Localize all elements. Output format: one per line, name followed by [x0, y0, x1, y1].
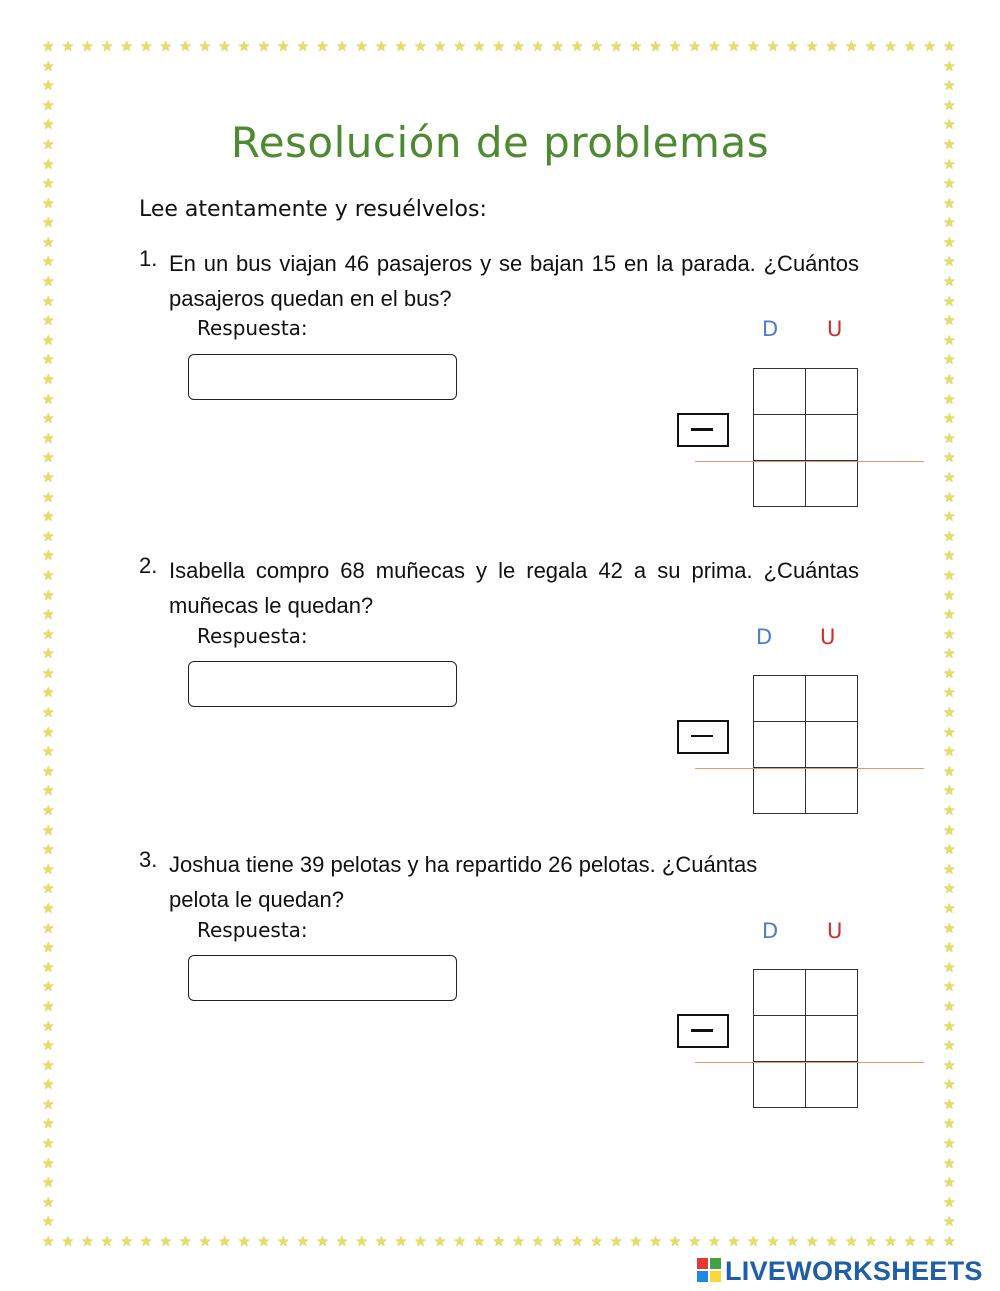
star-icon: ★ [512, 1234, 525, 1250]
star-icon: ★ [42, 136, 55, 153]
star-icon: ★ [943, 626, 956, 643]
minus-icon [691, 428, 713, 431]
minus-sign-box [677, 1014, 729, 1048]
star-icon: ★ [277, 1234, 290, 1250]
star-icon: ★ [805, 39, 819, 55]
star-icon: ★ [42, 293, 55, 310]
star-icon: ★ [42, 587, 55, 604]
star-icon: ★ [42, 763, 55, 780]
star-icon: ★ [42, 489, 55, 506]
grid-cell[interactable] [754, 415, 806, 461]
star-icon: ★ [923, 39, 936, 55]
minus-icon [691, 735, 713, 737]
star-icon: ★ [42, 1077, 55, 1094]
star-icon: ★ [42, 1234, 55, 1250]
problem-number: 1. [139, 246, 158, 271]
star-icon: ★ [42, 920, 55, 937]
star-icon: ★ [943, 254, 956, 271]
star-icon: ★ [943, 587, 956, 604]
star-icon: ★ [727, 39, 741, 55]
star-icon: ★ [943, 430, 956, 447]
answer-input-3[interactable] [188, 955, 457, 1001]
star-icon: ★ [42, 724, 55, 741]
star-icon: ★ [943, 705, 956, 722]
answer-input-1[interactable] [188, 354, 457, 400]
logo-icon [697, 1258, 723, 1284]
star-icon: ★ [688, 39, 701, 55]
star-icon: ★ [42, 705, 55, 722]
star-icon: ★ [42, 567, 55, 584]
subtraction-grid-2 [753, 675, 858, 814]
star-icon: ★ [42, 215, 55, 232]
star-icon: ★ [923, 1234, 936, 1250]
star-icon: ★ [42, 1096, 55, 1113]
units-label: U [827, 317, 843, 341]
star-icon: ★ [707, 1234, 721, 1250]
star-icon: ★ [943, 979, 956, 996]
star-icon: ★ [903, 39, 917, 55]
star-icon: ★ [42, 783, 55, 800]
star-icon: ★ [943, 567, 956, 584]
star-icon: ★ [218, 1234, 231, 1250]
star-icon: ★ [943, 450, 956, 467]
star-icon: ★ [943, 842, 956, 859]
star-icon: ★ [943, 39, 956, 55]
star-icon: ★ [42, 1194, 55, 1211]
star-icon: ★ [943, 665, 956, 682]
grid-cell[interactable] [806, 676, 858, 722]
star-icon: ★ [100, 1234, 114, 1250]
star-icon: ★ [42, 411, 55, 428]
star-icon: ★ [943, 58, 956, 75]
grid-cell[interactable] [806, 1016, 858, 1062]
star-icon: ★ [42, 1136, 55, 1153]
star-icon: ★ [492, 1234, 506, 1250]
star-icon: ★ [786, 1234, 799, 1250]
star-icon: ★ [668, 39, 682, 55]
problem-text: Joshua tiene 39 pelotas y ha repartido 26 pelotas. ¿Cuántas pelota le quedan? [169, 852, 758, 912]
tens-label: D [762, 317, 779, 341]
minus-sign-box [677, 413, 729, 447]
liveworksheets-logo [697, 1254, 983, 1288]
star-icon: ★ [42, 195, 55, 212]
star-icon: ★ [42, 979, 55, 996]
star-icon: ★ [42, 744, 55, 761]
star-icon: ★ [943, 998, 956, 1015]
star-icon: ★ [943, 646, 956, 663]
star-icon: ★ [668, 1234, 682, 1250]
star-icon: ★ [42, 861, 55, 878]
star-icon: ★ [120, 39, 133, 55]
star-icon: ★ [943, 1175, 956, 1192]
star-icon: ★ [805, 1234, 819, 1250]
star-icon: ★ [394, 39, 408, 55]
star-icon: ★ [845, 39, 858, 55]
star-icon: ★ [374, 1234, 388, 1250]
star-icon: ★ [590, 1234, 603, 1250]
minus-sign-box [677, 720, 729, 754]
star-icon: ★ [42, 998, 55, 1015]
star-icon: ★ [943, 861, 956, 878]
star-icon: ★ [42, 156, 55, 173]
tens-label: D [756, 625, 773, 649]
star-icon: ★ [864, 39, 878, 55]
star-icon: ★ [42, 803, 55, 820]
star-icon: ★ [943, 528, 956, 545]
star-icon: ★ [42, 900, 55, 917]
star-icon: ★ [42, 940, 55, 957]
grid-cell[interactable] [754, 1016, 806, 1062]
star-icon: ★ [42, 274, 55, 291]
subtraction-grid-1 [753, 368, 858, 507]
star-icon: ★ [179, 39, 192, 55]
star-icon: ★ [943, 332, 956, 349]
star-icon: ★ [943, 509, 956, 526]
grid-cell[interactable] [754, 461, 806, 507]
star-icon: ★ [42, 1038, 55, 1055]
star-icon: ★ [42, 685, 55, 702]
star-icon: ★ [42, 58, 55, 75]
star-icon: ★ [786, 39, 799, 55]
star-icon: ★ [943, 274, 956, 291]
star-icon: ★ [355, 39, 368, 55]
star-icon: ★ [42, 626, 55, 643]
star-icon: ★ [943, 489, 956, 506]
star-icon: ★ [943, 783, 956, 800]
star-icon: ★ [159, 39, 173, 55]
star-icon: ★ [472, 1234, 486, 1250]
star-icon: ★ [943, 803, 956, 820]
star-icon: ★ [42, 117, 55, 134]
star-icon: ★ [943, 763, 956, 780]
star-icon: ★ [943, 822, 956, 839]
star-icon: ★ [766, 1234, 780, 1250]
star-icon: ★ [610, 39, 623, 55]
star-icon: ★ [531, 39, 545, 55]
star-icon: ★ [747, 1234, 760, 1250]
star-icon: ★ [335, 39, 349, 55]
star-icon: ★ [42, 528, 55, 545]
answer-label: Respuesta: [197, 316, 308, 340]
star-icon: ★ [42, 842, 55, 859]
result-line [695, 1062, 924, 1063]
star-icon: ★ [943, 1214, 956, 1231]
star-icon: ★ [943, 1096, 956, 1113]
star-icon: ★ [590, 39, 603, 55]
star-icon: ★ [943, 940, 956, 957]
star-icon: ★ [414, 1234, 427, 1250]
star-icon: ★ [649, 39, 662, 55]
grid-cell[interactable] [806, 1062, 858, 1108]
star-icon: ★ [688, 1234, 701, 1250]
problem-text: Isabella compro 68 muñecas y le regala 42 a su prima. ¿Cuántas muñecas le quedan? [169, 558, 859, 618]
grid-cell[interactable] [806, 970, 858, 1016]
star-icon: ★ [629, 1234, 643, 1250]
star-icon: ★ [551, 39, 564, 55]
star-icon: ★ [100, 39, 114, 55]
star-icon: ★ [943, 117, 956, 134]
answer-label: Respuesta: [197, 918, 308, 942]
star-icon: ★ [42, 176, 55, 193]
star-icon: ★ [394, 1234, 408, 1250]
grid-cell[interactable] [806, 369, 858, 415]
star-icon: ★ [81, 39, 94, 55]
grid-cell[interactable] [754, 1062, 806, 1108]
star-icon: ★ [610, 1234, 623, 1250]
grid-cell[interactable] [806, 768, 858, 814]
result-line [695, 461, 924, 462]
star-icon: ★ [943, 352, 956, 369]
star-icon: ★ [42, 646, 55, 663]
star-icon: ★ [61, 39, 75, 55]
minus-icon [691, 1029, 713, 1032]
star-icon: ★ [943, 156, 956, 173]
star-icon: ★ [943, 1136, 956, 1153]
star-icon: ★ [943, 1234, 956, 1250]
star-icon: ★ [42, 254, 55, 271]
star-icon: ★ [257, 39, 271, 55]
star-icon: ★ [433, 1234, 447, 1250]
units-label: U [827, 919, 843, 943]
star-icon: ★ [42, 959, 55, 976]
star-icon: ★ [943, 920, 956, 937]
star-icon: ★ [943, 959, 956, 976]
star-icon: ★ [943, 234, 956, 251]
grid-cell[interactable] [754, 722, 806, 768]
star-icon: ★ [570, 39, 584, 55]
star-icon: ★ [42, 372, 55, 389]
star-icon: ★ [139, 39, 153, 55]
star-icon: ★ [747, 39, 760, 55]
star-icon: ★ [943, 1116, 956, 1133]
star-icon: ★ [374, 39, 388, 55]
star-icon: ★ [551, 1234, 564, 1250]
star-icon: ★ [42, 78, 55, 95]
star-icon: ★ [42, 607, 55, 624]
star-icon: ★ [943, 313, 956, 330]
page-title: Resolución de problemas [230, 118, 770, 167]
star-icon: ★ [198, 1234, 212, 1250]
star-icon: ★ [943, 469, 956, 486]
star-icon: ★ [316, 39, 329, 55]
result-line [695, 768, 924, 769]
star-icon: ★ [512, 39, 525, 55]
star-icon: ★ [42, 1057, 55, 1074]
star-icon: ★ [943, 136, 956, 153]
answer-label: Respuesta: [197, 624, 308, 648]
star-icon: ★ [198, 39, 212, 55]
star-icon: ★ [943, 724, 956, 741]
star-icon: ★ [943, 97, 956, 114]
problem-number: 2. [139, 553, 158, 578]
star-icon: ★ [943, 881, 956, 898]
star-icon: ★ [943, 607, 956, 624]
star-icon: ★ [42, 332, 55, 349]
star-icon: ★ [943, 1018, 956, 1035]
star-icon: ★ [42, 881, 55, 898]
problem-number: 3. [139, 847, 158, 872]
star-icon: ★ [42, 1155, 55, 1172]
grid-cell[interactable] [806, 722, 858, 768]
grid-cell[interactable] [806, 461, 858, 507]
star-icon: ★ [42, 391, 55, 408]
star-icon: ★ [237, 39, 251, 55]
star-icon: ★ [943, 548, 956, 565]
answer-input-2[interactable] [188, 661, 457, 707]
star-icon: ★ [237, 1234, 251, 1250]
star-icon: ★ [414, 39, 427, 55]
star-icon: ★ [139, 1234, 153, 1250]
star-icon: ★ [42, 430, 55, 447]
star-icon: ★ [570, 1234, 584, 1250]
grid-cell[interactable] [754, 768, 806, 814]
star-icon: ★ [864, 1234, 878, 1250]
instruction-text: Lee atentamente y resuélvelos: [139, 197, 487, 222]
star-icon: ★ [943, 215, 956, 232]
star-icon: ★ [845, 1234, 858, 1250]
subtraction-grid-3 [753, 969, 858, 1108]
star-icon: ★ [472, 39, 486, 55]
star-icon: ★ [531, 1234, 545, 1250]
star-icon: ★ [257, 1234, 271, 1250]
star-icon: ★ [179, 1234, 192, 1250]
star-icon: ★ [943, 1194, 956, 1211]
star-icon: ★ [943, 1077, 956, 1094]
star-icon: ★ [492, 39, 506, 55]
star-icon: ★ [943, 1155, 956, 1172]
star-icon: ★ [355, 1234, 368, 1250]
star-icon: ★ [943, 195, 956, 212]
star-icon: ★ [42, 509, 55, 526]
star-icon: ★ [943, 411, 956, 428]
star-icon: ★ [296, 1234, 310, 1250]
star-icon: ★ [884, 39, 897, 55]
star-icon: ★ [943, 391, 956, 408]
star-icon: ★ [884, 1234, 897, 1250]
star-icon: ★ [943, 685, 956, 702]
star-icon: ★ [120, 1234, 133, 1250]
problem-text: En un bus viajan 46 pasajeros y se bajan 15 en la parada. ¿Cuántos pasajeros quedan en el bus? [169, 251, 859, 311]
star-icon: ★ [42, 1214, 55, 1231]
star-icon: ★ [42, 822, 55, 839]
star-icon: ★ [707, 39, 721, 55]
star-icon: ★ [42, 39, 55, 55]
grid-cell[interactable] [754, 369, 806, 415]
star-icon: ★ [825, 39, 839, 55]
star-icon: ★ [159, 1234, 173, 1250]
star-icon: ★ [453, 39, 466, 55]
star-icon: ★ [943, 900, 956, 917]
star-icon: ★ [42, 450, 55, 467]
star-icon: ★ [943, 1038, 956, 1055]
grid-cell[interactable] [806, 415, 858, 461]
star-icon: ★ [296, 39, 310, 55]
star-icon: ★ [42, 352, 55, 369]
star-icon: ★ [42, 1175, 55, 1192]
grid-cell[interactable] [754, 676, 806, 722]
star-icon: ★ [943, 372, 956, 389]
star-icon: ★ [42, 313, 55, 330]
star-icon: ★ [943, 744, 956, 761]
star-icon: ★ [727, 1234, 741, 1250]
star-icon: ★ [943, 1057, 956, 1074]
star-icon: ★ [453, 1234, 466, 1250]
star-icon: ★ [943, 293, 956, 310]
units-label: U [820, 625, 836, 649]
logo-text: LIVEWORKSHEETS [725, 1255, 983, 1286]
star-icon: ★ [218, 39, 231, 55]
star-icon: ★ [42, 1018, 55, 1035]
star-icon: ★ [825, 1234, 839, 1250]
star-icon: ★ [42, 665, 55, 682]
tens-label: D [762, 919, 779, 943]
star-icon: ★ [42, 1116, 55, 1133]
star-icon: ★ [316, 1234, 329, 1250]
star-icon: ★ [42, 469, 55, 486]
grid-cell[interactable] [754, 970, 806, 1016]
star-icon: ★ [335, 1234, 349, 1250]
star-icon: ★ [433, 39, 447, 55]
star-icon: ★ [943, 78, 956, 95]
star-icon: ★ [649, 1234, 662, 1250]
star-icon: ★ [766, 39, 780, 55]
star-icon: ★ [81, 1234, 94, 1250]
star-icon: ★ [42, 234, 55, 251]
star-icon: ★ [42, 548, 55, 565]
star-icon: ★ [943, 176, 956, 193]
star-icon: ★ [903, 1234, 917, 1250]
star-icon: ★ [277, 39, 290, 55]
star-icon: ★ [629, 39, 643, 55]
star-icon: ★ [42, 97, 55, 114]
star-icon: ★ [61, 1234, 75, 1250]
